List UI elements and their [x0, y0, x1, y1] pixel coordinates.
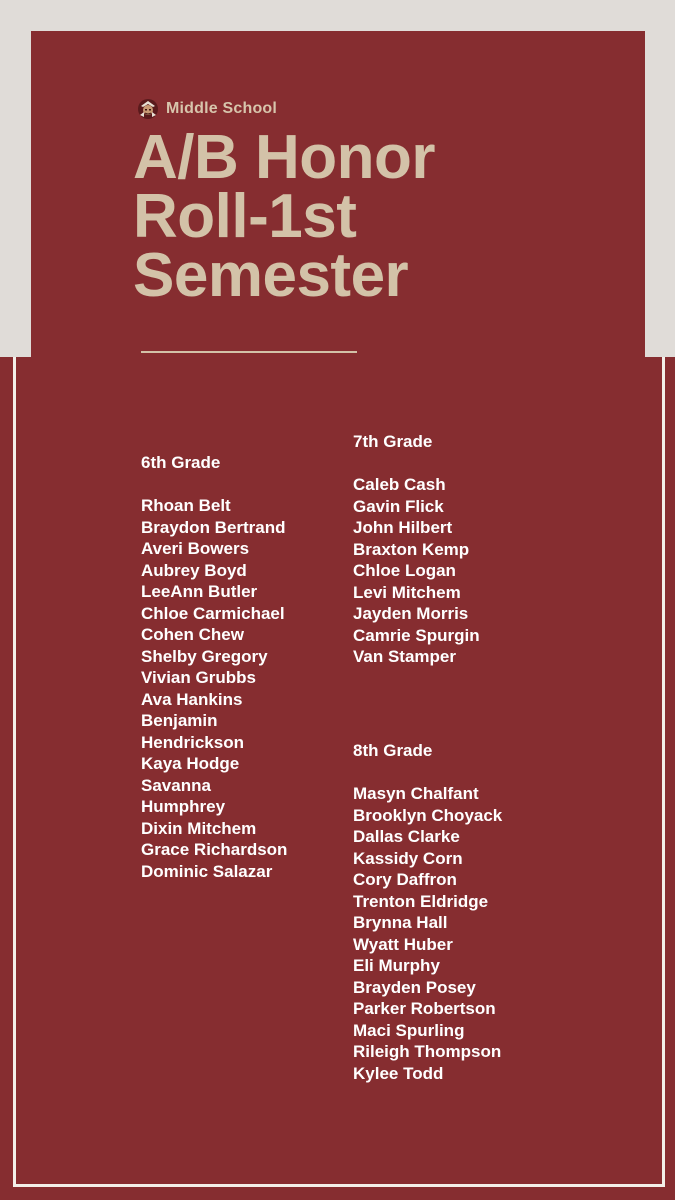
student-name: Ava Hankins: [141, 689, 243, 709]
student-name: Brynna Hall: [353, 913, 448, 932]
name-list: [141, 495, 331, 882]
student-name: Gavin Flick: [353, 496, 444, 516]
student-name: Kaya Hodge: [141, 754, 240, 773]
student-name: Eli Murphy: [353, 956, 440, 975]
student-name: Van Stamper: [353, 647, 456, 666]
school-header: [136, 97, 277, 121]
student-name: Vivian Grubbs: [141, 668, 256, 687]
student-name: Chloe Carmichael: [141, 603, 285, 623]
title-line: Roll-1st: [133, 182, 357, 251]
school-name: Middle School: [166, 100, 278, 117]
page-title: [133, 123, 613, 310]
student-name: Kylee Todd: [353, 1063, 444, 1083]
student-name: Hendrickson: [141, 732, 244, 752]
student-name: Shelby Gregory: [141, 646, 268, 666]
student-name: Aubrey Boyd: [141, 560, 247, 580]
student-name: John Hilbert: [353, 518, 453, 537]
name-list: [353, 474, 553, 668]
student-name: Rileigh Thompson: [353, 1042, 502, 1061]
student-name: Rhoan Belt: [141, 496, 231, 515]
student-name: Camrie Spurgin: [353, 625, 480, 645]
student-name: Parker Robertson: [353, 999, 496, 1018]
content-border: [13, 357, 665, 1187]
name-list: [353, 783, 553, 1084]
student-name: Maci Spurling: [353, 1020, 465, 1040]
grade-heading: 6th Grade: [141, 453, 221, 472]
student-name: Trenton Eldridge: [353, 891, 489, 911]
student-name: Kassidy Corn: [353, 848, 463, 868]
student-name: Brayden Posey: [353, 977, 476, 997]
student-name: Braxton Kemp: [353, 539, 470, 559]
student-name: Cory Daffron: [353, 870, 457, 889]
student-name: Levi Mitchem: [353, 582, 461, 602]
title-divider: [141, 351, 357, 353]
student-name: Benjamin: [141, 711, 218, 730]
student-name: Savanna: [141, 775, 211, 795]
student-name: Caleb Cash: [353, 475, 446, 494]
grade-7-section: [353, 431, 553, 668]
student-name: Dallas Clarke: [353, 827, 460, 846]
title-line: Semester: [133, 241, 409, 310]
grade-heading: 8th Grade: [353, 741, 433, 760]
student-name: Humphrey: [141, 797, 226, 816]
student-name: Wyatt Huber: [353, 934, 453, 954]
student-name: Averi Bowers: [141, 539, 250, 558]
student-name: LeeAnn Butler: [141, 582, 258, 601]
student-name: Cohen Chew: [141, 625, 244, 644]
grade-6-section: [141, 452, 331, 882]
student-name: Brooklyn Choyack: [353, 805, 503, 825]
student-name: Chloe Logan: [353, 561, 456, 580]
grade-8-section: [353, 740, 553, 1084]
student-name: Grace Richardson: [141, 840, 288, 859]
student-name: Masyn Chalfant: [353, 784, 479, 803]
student-name: Dixin Mitchem: [141, 818, 257, 838]
grade-heading: 7th Grade: [353, 432, 433, 451]
student-name: Braydon Bertrand: [141, 517, 286, 537]
student-name: Dominic Salazar: [141, 861, 273, 881]
student-name: Jayden Morris: [353, 604, 469, 623]
mascot-logo-icon: [136, 97, 160, 121]
title-line: A/B Honor: [133, 123, 436, 192]
